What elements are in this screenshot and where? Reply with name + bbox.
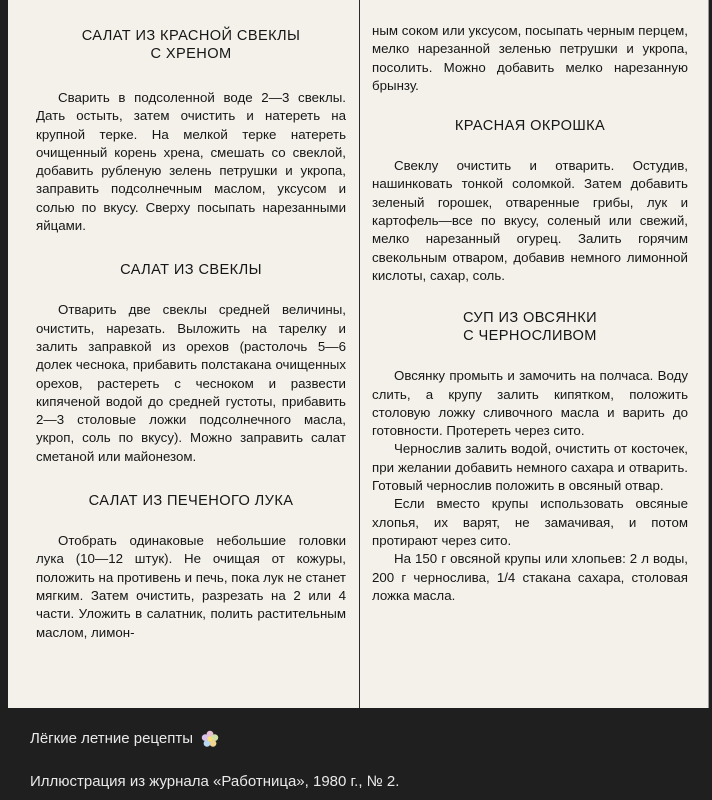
recipe-text-oat-soup-4: На 150 г овсяной крупы или хлопьев: 2 л воды, 200 г чернослива, 1/4 стакана сахара, столовая ложка масла.	[372, 551, 688, 603]
continued-text-baked-onion: ным соком или уксусом, посыпать черным перцем, мелко нарезанной зеленью петрушки и укропа, посолить. Можно добавить мелко нарезанную брынзу.	[372, 23, 688, 93]
recipe-title-baked-onion: САЛАТ ИЗ ПЕЧЕНОГО ЛУКА	[88, 493, 294, 510]
caption-title: Лёгкие летние рецепты	[30, 730, 193, 747]
recipe-text-beet-salad: Отварить две свеклы средней величины, очистить, нарезать. Выложить на тарелку и залить заправкой из орехов (растолочь 5—6 долек чеснока, прибавить полстакана очищенных орехов, растереть с чесноком и развести кипяченой водой до средней густоты, прибавить 2—3 столовые ложки подсолнечного масла, укроп, соль по вкусу). Можно заправить салат сметаной или майонезом.	[36, 302, 346, 464]
flower-icon	[201, 730, 219, 748]
magazine-scan	[8, 0, 709, 708]
recipe-text-oat-soup-1: Овсянку промыть и замочить на полчаса. Воду слить, а крупу залить кипятком, положить столовую ложку сливочного масла и варить до готовности. Протереть через сито.	[372, 368, 688, 439]
caption-source: Иллюстрация из журнала «Работница», 1980 г., № 2.	[30, 773, 400, 790]
column-divider	[359, 0, 360, 708]
recipe-text-oat-soup-2: Чернослив залить водой, очистить от косточек, при желании добавить немного сахара и отварить. Готовый чернослив положить в овсяный отвар.	[372, 441, 688, 494]
recipe-title-beet-salad: САЛАТ ИЗ СВЕКЛЫ	[120, 262, 262, 279]
recipe-text-oat-soup-3: Если вместо крупы использовать овсяные хлопья, их варят, не замачивая, и потом протирают через сито.	[372, 496, 688, 548]
recipe-text-baked-onion: Отобрать одинаковые небольшие головки лука (10—12 штук). Не очищая от кожуры, положить на противень и печь, пока лук не станет мягким. Затем очистить, разрезать на 2 или 4 части. Уложить в салатник, полить растительным маслом, лимон-	[36, 533, 346, 640]
caption-title-row	[30, 728, 690, 750]
recipe-title-red-okroshka: КРАСНАЯ ОКРОШКА	[454, 118, 606, 135]
post-caption	[30, 728, 690, 793]
left-column	[36, 0, 346, 642]
recipe-text-beet-horseradish: Сварить в подсоленной воде 2—3 свеклы. Дать остыть, затем очистить и натереть на крупной терке. На мелкой терке натереть очищенный корень хрена, смешать со свеклой, добавить рубленую зелень петрушки и укропа, заправить подсолнечным маслом, уксусом и солью по вкусу. Сверху посыпать нарезанными яйцами.	[36, 90, 346, 234]
recipe-title-oat-soup: СУП ИЗ ОВСЯНКИ С ЧЕРНОСЛИВОМ	[462, 310, 598, 345]
recipe-text-red-okroshka: Свеклу очистить и отварить. Остудив, нашинковать тонкой соломкой. Затем добавить зеленый горошек, отваренные грибы, лук и картофель—все по вкусу, соленый или свежий, мелко нарезанный огурец. Залить горячим свекольным отваром, добавив немного лимонной кислоты, сахар, соль.	[372, 158, 688, 283]
recipe-title-beet-horseradish: САЛАТ ИЗ КРАСНОЙ СВЕКЛЫ С ХРЕНОМ	[81, 28, 301, 62]
right-column	[372, 0, 688, 605]
